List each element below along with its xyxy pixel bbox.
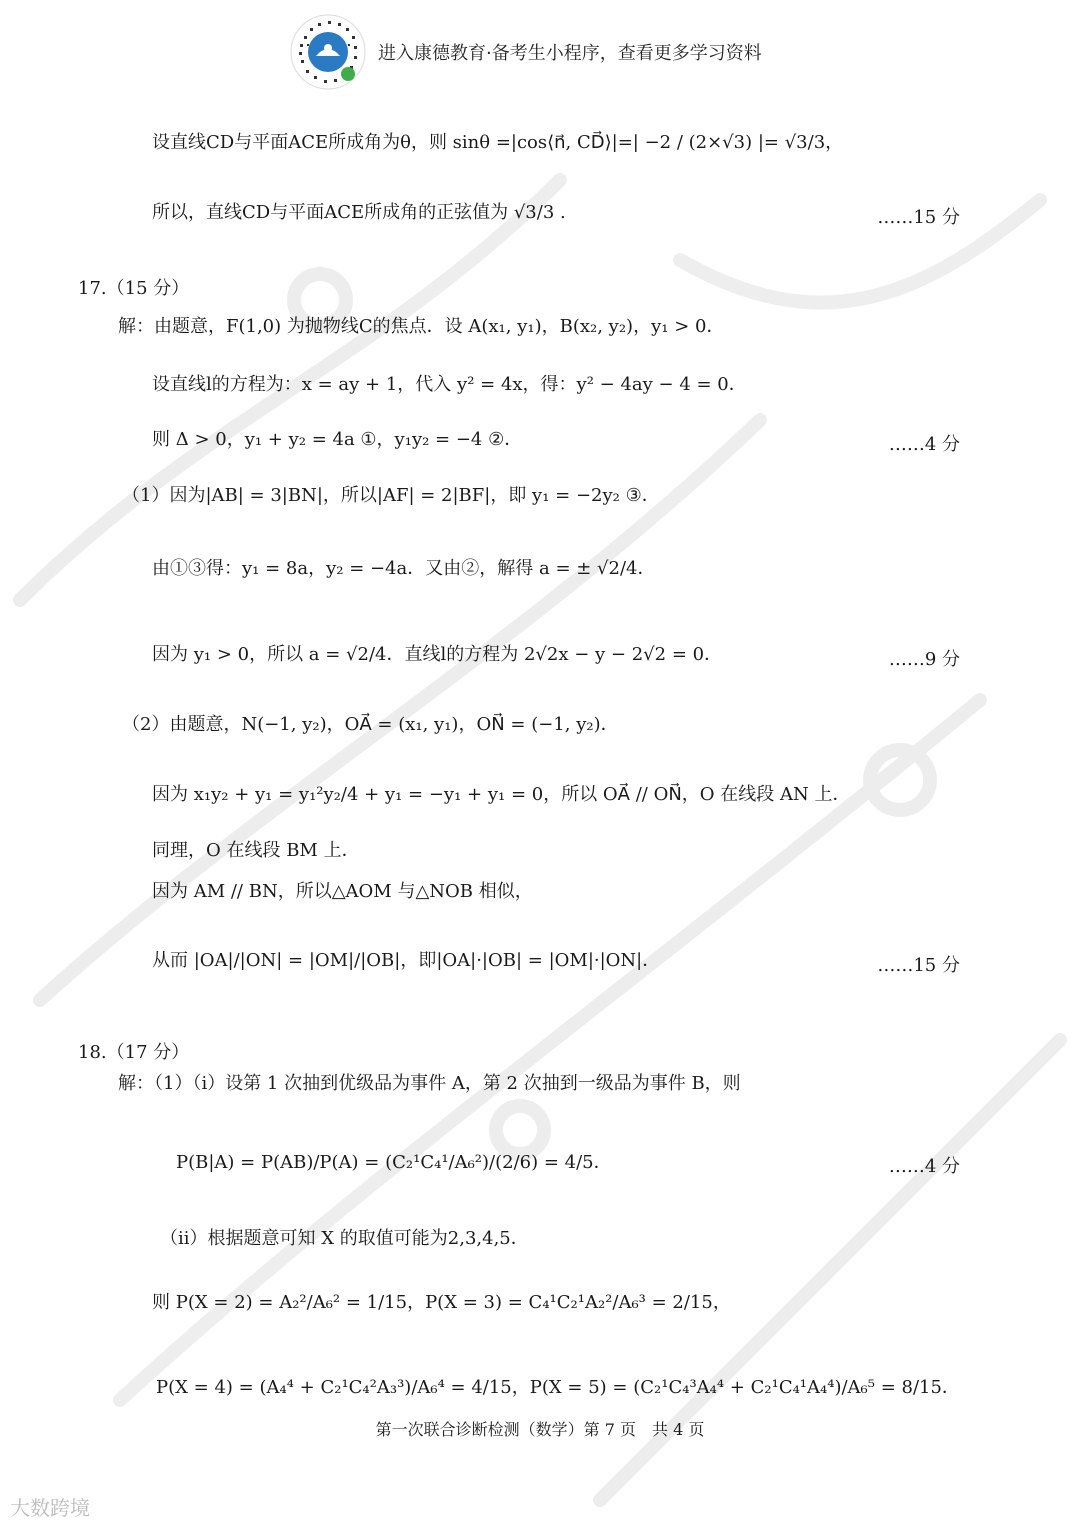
solution-line: 由①③得：y₁ = 8a，y₂ = −4a．又由②，解得 a = ± √2/4． [152, 558, 656, 579]
header-banner [290, 12, 762, 92]
solution-line: 解：（1）（i）设第 1 次抽到优级品为事件 A，第 2 次抽到一级品为事件 B，则 [118, 1073, 741, 1094]
question-18-heading: 18.（17 分） [78, 1042, 190, 1063]
solution-line: 解：由题意，F(1,0) 为抛物线C的焦点．设 A(x₁, y₁)，B(x₂, y₂)，y₁ > 0． [118, 316, 725, 337]
solution-line: 所以，直线CD与平面ACE所成角的正弦值为 √3/3 . [152, 202, 566, 223]
solution-line: P(B|A) = P(AB)/P(A) = (C₂¹C₄¹/A₆²)/(2/6) = 4/5． [176, 1152, 612, 1173]
solution-line: 因为 y₁ > 0，所以 a = √2/4．直线l的方程为 2√2x − y − 2√2 = 0． [152, 644, 723, 665]
solution-line: 同理，O 在线段 BM 上． [152, 840, 360, 861]
solution-line: （2）由题意，N(−1, y₂)，OA⃗ = (x₁, y₁)，ON⃗ = (−1, y₂)． [122, 714, 619, 735]
solution-line: P(X = 4) = (A₄⁴ + C₂¹C₄²A₃³)/A₆⁴ = 4/15，P(X = 5) = (C₂¹C₄³A₄⁴ + C₂¹C₄¹A₄⁴)/A₆⁵ = 8/15． [156, 1377, 960, 1398]
score-mark: ……9 分 [888, 649, 960, 670]
header-banner-text: 进入康德教育·备考生小程序，查看更多学习资料 [378, 43, 762, 64]
solution-line: 因为 x₁y₂ + y₁ = y₁²y₂/4 + y₁ = −y₁ + y₁ = 0，所以 OA⃗ // ON⃗，O 在线段 AN 上． [152, 784, 851, 805]
brand-watermark: 大数跨境 [10, 1496, 90, 1520]
mini-program-qr-icon[interactable] [290, 14, 366, 90]
score-mark: ……4 分 [888, 434, 960, 455]
question-17-heading: 17.（15 分） [78, 278, 190, 299]
score-mark: ……4 分 [888, 1156, 960, 1177]
solution-line: （1）因为|AB| = 3|BN|，所以|AF| = 2|BF|，即 y₁ = −2y₂ ③． [122, 485, 660, 506]
solution-line: 设直线l的方程为：x = ay + 1，代入 y² = 4x，得：y² − 4ay − 4 = 0． [152, 374, 747, 395]
solution-line: （ii）根据题意可知 X 的取值可能为2,3,4,5． [160, 1228, 529, 1249]
solution-line: 设直线CD与平面ACE所成角为θ，则 sinθ =|cos⟨n⃗, CD⃗⟩|=| −2 / (2×√3) |= √3/3， [152, 132, 844, 153]
solution-line: 则 Δ > 0，y₁ + y₂ = 4a ①，y₁y₂ = −4 ②． [152, 429, 523, 450]
solution-line: 从而 |OA|/|ON| = |OM|/|OB|，即|OA|·|OB| = |OM|·|ON|． [152, 950, 661, 971]
score-mark: ……15 分 [877, 207, 960, 228]
solution-line: 因为 AM // BN，所以△AOM 与△NOB 相似， [152, 881, 533, 902]
page-footer: 第一次联合诊断检测（数学）第 7 页 共 4 页 [375, 1420, 705, 1439]
score-mark: ……15 分 [877, 955, 960, 976]
solution-line: 则 P(X = 2) = A₂²/A₆² = 1/15，P(X = 3) = C₄¹C₂¹A₂²/A₆³ = 2/15， [152, 1292, 731, 1313]
